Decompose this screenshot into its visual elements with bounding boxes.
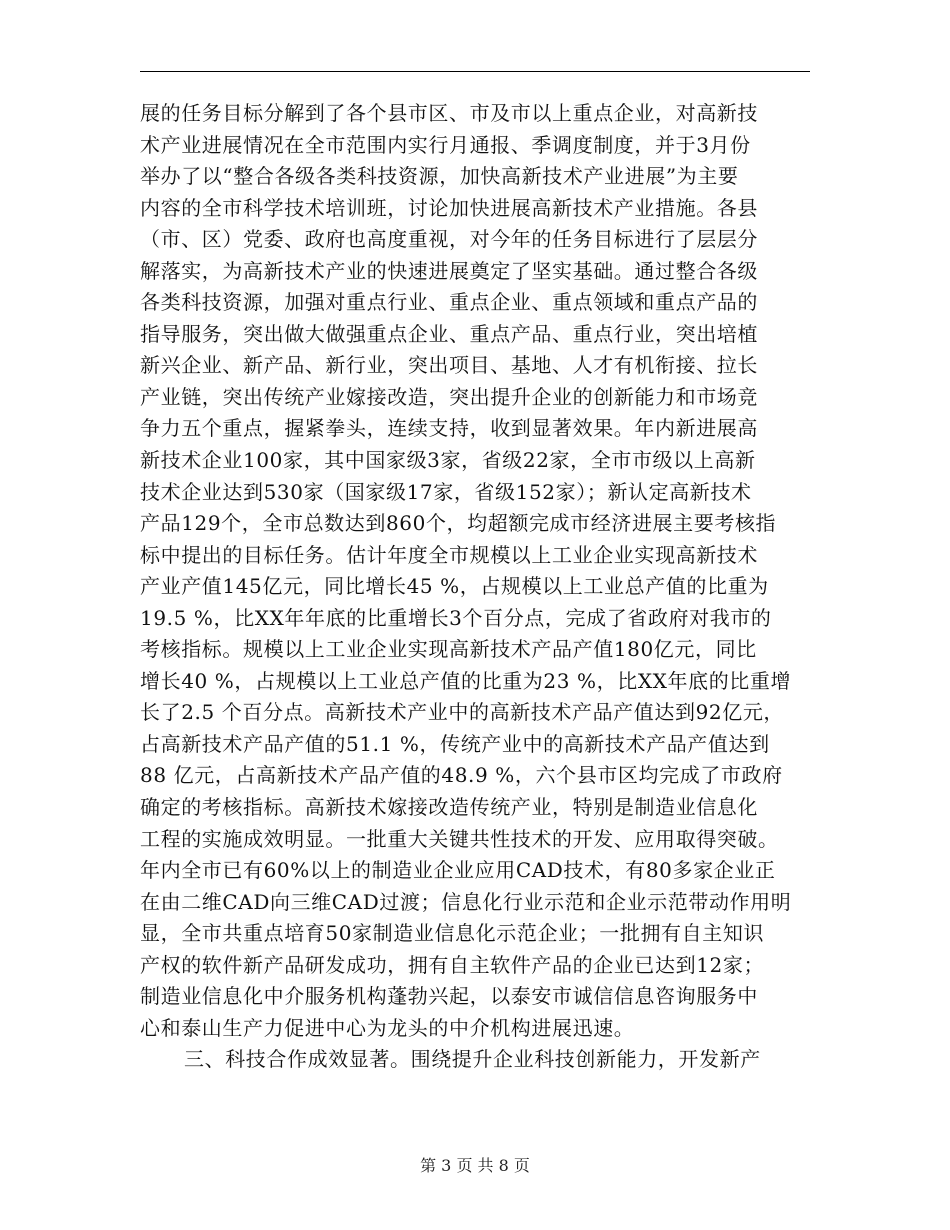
text-line: 解落实，为高新技术产业的快速进展奠定了坚实基础。通过整合各级: [140, 258, 758, 283]
text-line: 确定的考核指标。高新技术嫁接改造传统产业，特别是制造业信息化: [140, 795, 758, 820]
text-line: 术产业进展情况在全市范围内实行月通报、季调度制度，并于3月份: [140, 132, 751, 157]
text-line: 在由二维CAD向三维CAD过渡；信息化行业示范和企业示范带动作用明: [140, 889, 792, 914]
text-line: 长了2.5 个百分点。高新技术产业中的高新技术产品产值达到92亿元，: [140, 700, 785, 725]
header-rule: [140, 71, 810, 72]
text-line: 显，全市共重点培育50家制造业信息化示范企业；一批拥有自主知识: [140, 921, 765, 946]
text-line: 产品129个，全市总数达到860个，均超额完成市经济进展主要考核指: [140, 511, 777, 536]
text-line: 88 亿元，占高新技术产品产值的48.9 %，六个县市区均完成了市政府: [140, 763, 783, 788]
text-line: 展的任务目标分解到了各个县市区、市及市以上重点企业，对高新技: [140, 101, 758, 125]
text-line: （市、区）党委、政府也高度重视，对今年的任务目标进行了层层分: [140, 227, 758, 252]
text-line: 内容的全市科学技术培训班，讨论加快进展高新技术产业措施。各县: [140, 195, 758, 220]
text-line: 占高新技术产品产值的51.1 %，传统产业中的高新技术产品产值达到: [140, 731, 770, 756]
text-line: 指导服务，突出做大做强重点企业、重点产品、重点行业，突出培植: [140, 321, 758, 346]
text-line: 争力五个重点，握紧拳头，连续支持，收到显著效果。年内新进展高: [140, 416, 758, 441]
text-line: 心和泰山生产力促进中心为龙头的中介机构进展迅速。: [140, 1015, 635, 1040]
text-line: 制造业信息化中介服务机构蓬勃兴起，以泰安市诚信信息咨询服务中: [140, 984, 758, 1009]
text-line: 产权的软件新产品研发成功，拥有自主软件产品的企业已达到12家；: [140, 952, 765, 977]
text-line: 产业链，突出传统产业嫁接改造，突出提升企业的创新能力和市场竞: [140, 384, 758, 409]
text-line: 工程的实施成效明显。一批重大关键共性技术的开发、应用取得突破。: [140, 826, 779, 851]
text-line: 举办了以“整合各级各类科技资源，加快高新技术产业进展”为主要: [140, 164, 739, 189]
body-text: [140, 98, 820, 1076]
section-heading-line: 三、科技合作成效显著。围绕提升企业科技创新能力，开发新产: [184, 1047, 761, 1072]
text-line: 各类科技资源，加强对重点行业、重点企业、重点领域和重点产品的: [140, 290, 758, 315]
text-line: 标中提出的目标任务。估计年度全市规模以上工业企业实现高新技术: [140, 542, 758, 567]
text-line: 新兴企业、新产品、新行业，突出项目、基地、人才有机衔接、拉长: [140, 353, 758, 378]
text-line: 年内全市已有60%以上的制造业企业应用CAD技术，有80多家企业正: [140, 858, 776, 883]
text-line: 产业产值145亿元，同比增长45 %，占规模以上工业总产值的比重为: [140, 574, 769, 599]
page-number-footer: 第 3 页 共 8 页: [420, 1156, 530, 1175]
text-line: 增长40 %，占规模以上工业总产值的比重为23 %，比XX年底的比重增: [140, 668, 792, 693]
text-line: 考核指标。规模以上工业企业实现高新技术产品产值180亿元，同比: [140, 637, 757, 662]
text-line: 新技术企业100家，其中国家级3家，省级22家，全市市级以上高新: [140, 448, 756, 473]
text-line: 19.5 %，比XX年年底的比重增长3个百分点，完成了省政府对我市的: [140, 605, 772, 630]
text-line: 技术企业达到530家（国家级17家，省级152家）；新认定高新技术: [140, 479, 752, 504]
